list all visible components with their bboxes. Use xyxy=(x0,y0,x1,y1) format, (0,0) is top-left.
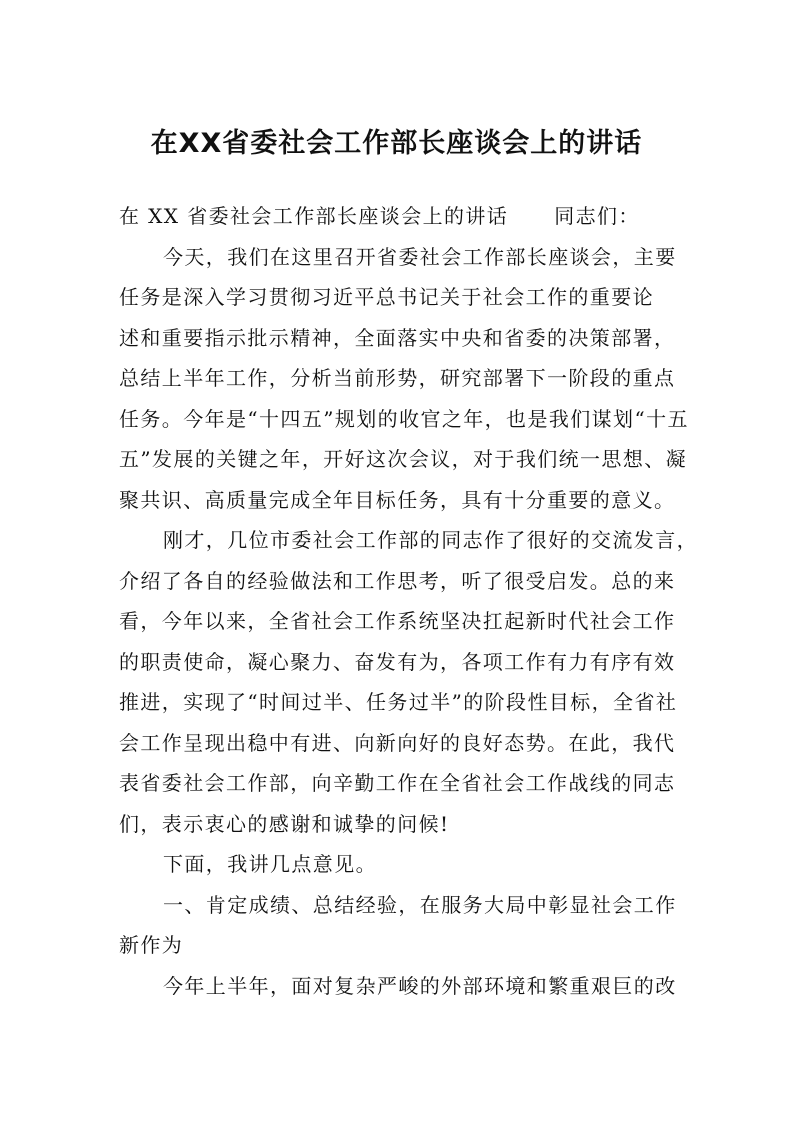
salutation: 同志们： xyxy=(554,204,640,228)
intro-repeat-title: 在 XX 省委社会工作部长座谈会上的讲话 xyxy=(119,204,509,228)
document-body xyxy=(119,196,698,1006)
paragraph-line: 五”发展的关键之年，开好这次会议，对于我们统一思想、凝 xyxy=(119,447,688,471)
paragraph-line: 刚才，几位市委社会工作部的同志作了很好的交流发言， xyxy=(163,528,698,552)
paragraph-line: 推进，实现了“时间过半、任务过半”的阶段性目标，全省社 xyxy=(119,690,678,714)
paragraph-line: 今天，我们在这里召开省委社会工作部长座谈会，主要 xyxy=(163,244,677,269)
section-heading-line: 新作为 xyxy=(119,933,184,957)
paragraph-line: 介绍了各自的经验做法和工作思考，听了很受启发。总的来 xyxy=(119,568,676,593)
section-heading-line: 一、肯定成绩、总结经验，在服务大局中彰显社会工作 xyxy=(163,892,677,917)
paragraph-line: 看，今年以来，全省社会工作系统坚决扛起新时代社会工作 xyxy=(119,609,676,633)
paragraph-line: 的职责使命，凝心聚力、奋发有为，各项工作有力有序有效 xyxy=(119,649,676,674)
paragraph-line: 今年上半年，面对复杂严峻的外部环境和繁重艰巨的改 xyxy=(163,973,677,998)
paragraph-line: 任务是深入学习贯彻习近平总书记关于社会工作的重要论 xyxy=(119,285,654,309)
paragraph-line: 任务。今年是“十四五”规划的收官之年，也是我们谋划“十五 xyxy=(119,406,689,431)
paragraph-line: 们，表示衷心的感谢和诚挚的问候! xyxy=(119,811,450,836)
paragraph-line: 聚共识、高质量完成全年目标任务，具有十分重要的意义。 xyxy=(119,487,676,512)
intro-line xyxy=(119,196,684,237)
paragraph-line: 总结上半年工作，分析当前形势，研究部署下一阶段的重点 xyxy=(119,366,676,390)
paragraph-line: 下面，我讲几点意见。 xyxy=(163,852,377,876)
paragraph-line: 会工作呈现出稳中有进、向新向好的良好态势。在此，我代 xyxy=(119,730,676,755)
paragraph-line: 表省委社会工作部，向辛勤工作在全省社会工作战线的同志 xyxy=(119,771,676,795)
paragraph-line: 述和重要指示批示精神，全面落实中央和省委的决策部署， xyxy=(119,325,676,350)
document-title: 在XX省委社会工作部长座谈会上的讲话 xyxy=(150,128,643,159)
